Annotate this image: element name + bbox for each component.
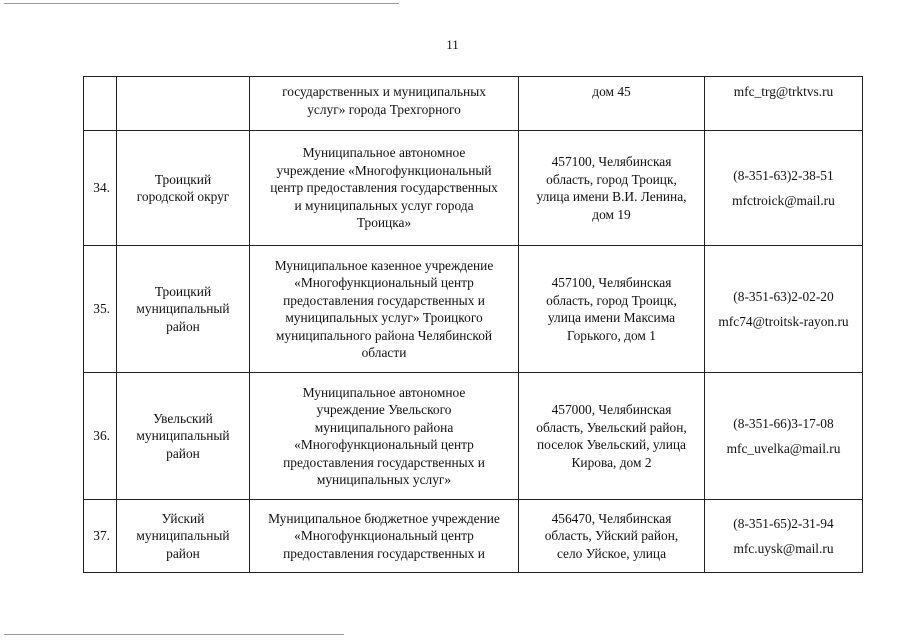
org-cell: Муниципальное автономное учреждение Увельского муниципального района «Многофункциональный центр предоставления государственных и муниципальных услуг» xyxy=(250,373,519,500)
row-number xyxy=(84,77,117,131)
top-rule xyxy=(4,3,399,4)
org-cell: Муниципальное казенное учреждение «Многофункциональный центр предоставления государственных и муниципальных услуг» Троицкого муниципального района Челябинской области xyxy=(250,246,519,373)
row-number: 36. xyxy=(84,373,117,500)
table-row xyxy=(84,131,863,246)
bottom-rule xyxy=(4,634,344,635)
address-cell: 457100, Челябинская область, город Троицк, улица имени Максима Горького, дом 1 xyxy=(519,246,705,373)
table-row xyxy=(84,373,863,500)
address-cell: 457000, Челябинская область, Увельский район, поселок Увельский, улица Кирова, дом 2 xyxy=(519,373,705,500)
email-text: mfc.uysk@mail.ru xyxy=(733,540,834,556)
address-cell: 456470, Челябинская область, Уйский район, село Уйское, улица xyxy=(519,500,705,573)
email-text: mfc_uvelka@mail.ru xyxy=(726,440,841,456)
contact-cell xyxy=(705,500,863,573)
org-cell: государственных и муниципальных услуг» города Трехгорного xyxy=(250,77,519,131)
area-cell: Увельский муниципальный район xyxy=(117,373,250,500)
contact-cell xyxy=(705,131,863,246)
address-cell: дом 45 xyxy=(519,77,705,131)
page-number: 11 xyxy=(446,37,459,52)
phone-text: (8-351-63)2-02-20 xyxy=(733,289,834,304)
area-cell: Троицкий муниципальный район xyxy=(117,246,250,373)
table-row xyxy=(84,246,863,373)
contact-cell xyxy=(705,373,863,500)
email-text: mfc_trg@trktvs.ru xyxy=(733,84,834,99)
area-cell: Уйский муниципальный район xyxy=(117,500,250,573)
contact-cell xyxy=(705,246,863,373)
row-number: 34. xyxy=(84,131,117,246)
email-text: mfctroick@mail.ru xyxy=(732,192,835,208)
phone-text: (8-351-63)2-38-51 xyxy=(733,168,834,183)
row-number: 35. xyxy=(84,246,117,373)
row-number: 37. xyxy=(84,500,117,573)
area-cell xyxy=(117,77,250,131)
org-cell: Муниципальное автономное учреждение «Многофункциональный центр предоставления государственных и муниципальных услуг города Троицка» xyxy=(250,131,519,246)
table-row xyxy=(84,500,863,573)
phone-text: (8-351-66)3-17-08 xyxy=(733,416,834,431)
table-row xyxy=(84,77,863,131)
area-cell: Троицкий городской округ xyxy=(117,131,250,246)
contact-cell xyxy=(705,77,863,131)
mfc-table xyxy=(83,76,863,573)
email-text: mfc74@troitsk-rayon.ru xyxy=(718,313,849,329)
phone-text: (8-351-65)2-31-94 xyxy=(733,516,834,531)
org-cell: Муниципальное бюджетное учреждение «Многофункциональный центр предоставления государственных и xyxy=(250,500,519,573)
address-cell: 457100, Челябинская область, город Троицк, улица имени В.И. Ленина, дом 19 xyxy=(519,131,705,246)
